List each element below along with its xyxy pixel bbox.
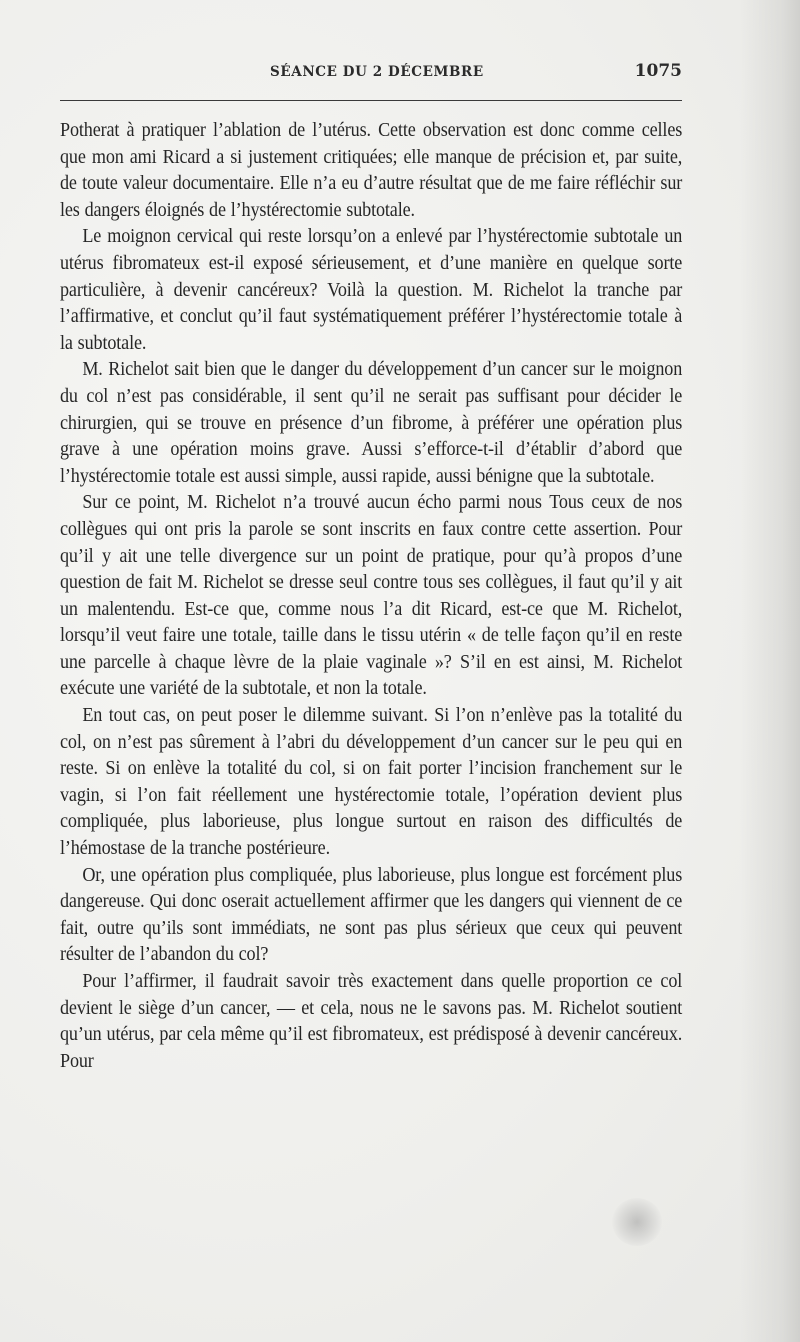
paragraph-4: Sur ce point, M. Richelot n’a trouvé aucun écho parmi nous Tous ceux de nos collègues qui ont pris la parole se sont inscrits en faux contre cette assertion. Pour qu’il y ait une telle divergence sur un point de pratique, pour qu’à propos d’une question de fait M. Richelot se dresse seul contre tous ses collègues, il faut qu’il y ait un malentendu. Est-ce que, comme nous l’a dit Ricard, est-ce que M. Richelot, lorsqu’il veut faire une totale, taille dans le tissu utérin « de telle façon qu’il en reste une parcelle à chaque lèvre de la plaie vaginale »? S’il en est ainsi, M. Richelot exécute une variété de la subtotale, et non la totale. <box>60 492 683 700</box>
body-text <box>60 118 683 1075</box>
paragraph-2: Le moignon cervical qui reste lorsqu’on a enlevé par l’hystérectomie subtotale un utérus fibromateux est-il exposé sérieusement, et d’une manière en quelque sorte particulière, à devenir cancéreux? Voilà la question. M. Richelot la tranche par l’affirmative, et conclut qu’il faut systématiquement préférer l’hystérectomie totale à la subtotale. <box>60 226 683 354</box>
running-title: SÉANCE DU 2 DÉCEMBRE <box>270 64 484 80</box>
paragraph-7: Pour l’affirmer, il faudrait savoir très exactement dans quelle proportion ce col devient le siège d’un cancer, — et cela, nous ne le savons pas. M. Richelot soutient qu’un utérus, par cela même qu’il est fibromateux, est prédisposé à devenir cancéreux. Pour <box>60 971 683 1072</box>
ink-smudge <box>612 1198 662 1246</box>
paragraph-3: M. Richelot sait bien que le danger du développement d’un cancer sur le moignon du col n’est pas considérable, il sent qu’il ne serait pas suffisant pour décider le chirurgien, qui se trouve en présence d’un fibrome, à préférer une opération plus grave à une opération moins grave. Aussi s’efforce-t-il d’établir d’abord que l’hystérectomie totale est aussi simple, aussi rapide, aussi bénigne que la subtotale. <box>60 359 683 487</box>
page-number: 1075 <box>634 61 682 81</box>
header-rule <box>60 100 682 101</box>
paragraph-5: En tout cas, on peut poser le dilemme suivant. Si l’on n’enlève pas la totalité du col, on n’est pas sûrement à l’abri du développement d’un cancer sur le peu qui en reste. Si on enlève la totalité du col, si on fait porter l’incision franchement sur le vagin, si l’on fait réellement une hystérectomie totale, l’opération devient plus compliquée, plus laborieuse, plus longue surtout en raison des difficultés de l’hémostase de la tranche postérieure. <box>60 705 683 860</box>
running-head <box>60 60 682 88</box>
page-edge-shadow <box>740 0 800 1342</box>
paragraph-1: Potherat à pratiquer l’ablation de l’utérus. Cette observation est donc comme celles que mon ami Ricard a si justement critiquées; elle manque de précision et, par suite, de toute valeur documentaire. Elle n’a eu d’autre résultat que de me faire réfléchir sur les dangers éloignés de l’hystérectomie subtotale. <box>60 120 683 221</box>
paragraph-6: Or, une opération plus compliquée, plus laborieuse, plus longue est forcément plus dangereuse. Qui donc oserait actuellement affirmer que les dangers qui viennent de ce fait, outre qu’ils sont immédiats, ne sont pas plus sérieux que ceux qui peuvent résulter de l’abandon du col? <box>60 864 683 966</box>
